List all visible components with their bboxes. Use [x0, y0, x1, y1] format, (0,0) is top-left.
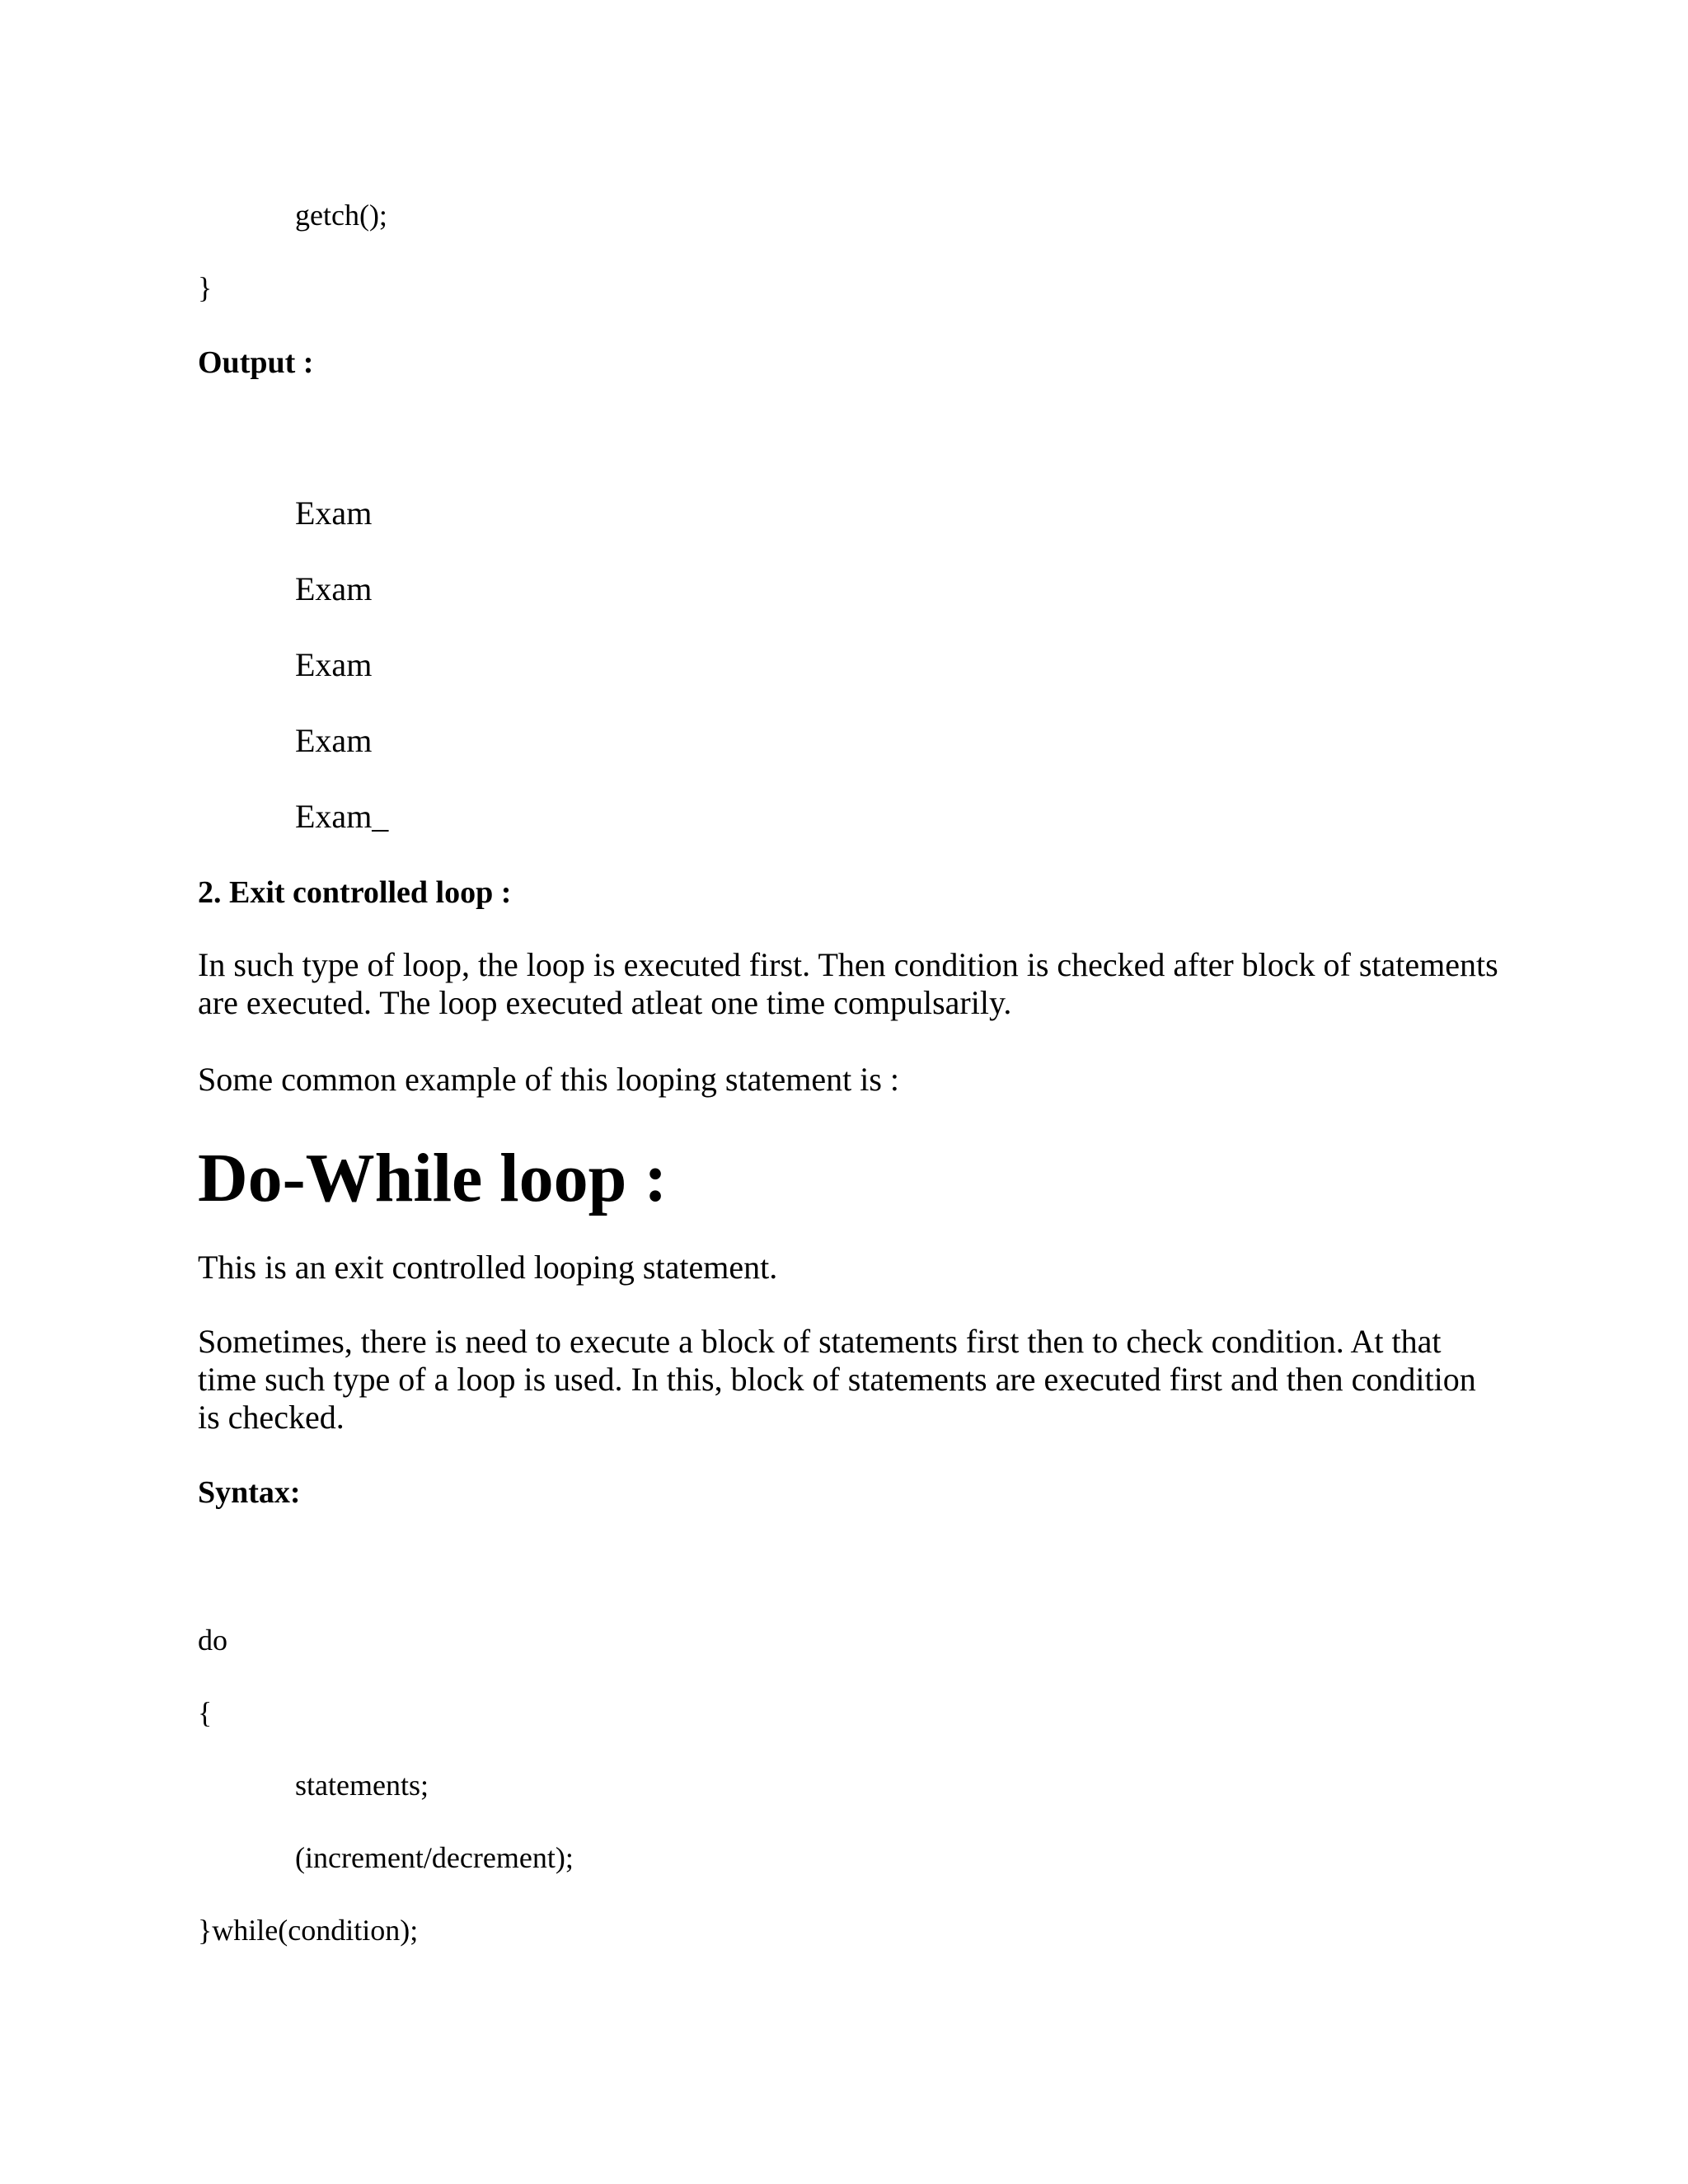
output-line: Exam [295, 570, 373, 607]
do-while-heading: Do-While loop : [198, 1140, 668, 1216]
syntax-code-line: (increment/decrement); [295, 1841, 574, 1874]
section-heading-exit-controlled-loop: 2. Exit controlled loop : [198, 875, 512, 910]
syntax-code-line: { [198, 1696, 213, 1729]
section-example-text: Some common example of this looping statement is : [198, 1061, 899, 1098]
do-while-paragraph: Sometimes, there is need to execute a block of statements first then to check condition. At that time such type of a loop is used. In this, block of statements are executed first and then condition is checked. [198, 1323, 1476, 1436]
output-heading: Output : [198, 345, 314, 380]
syntax-code-line: statements; [295, 1769, 429, 1802]
do-while-intro: This is an exit controlled looping statement. [198, 1249, 778, 1286]
output-line: Exam [295, 494, 373, 532]
code-line-getch: getch(); [295, 199, 387, 232]
syntax-label: Syntax: [198, 1475, 301, 1510]
code-line-closing-brace: } [198, 271, 213, 304]
output-line: Exam [295, 722, 373, 759]
syntax-code-line: }while(condition); [198, 1914, 419, 1947]
syntax-code-line: do [198, 1624, 227, 1657]
section-paragraph: In such type of loop, the loop is executed first. Then condition is checked after block of statements are executed. The loop executed atleat one time compulsarily. [198, 946, 1498, 1021]
output-line: Exam_ [295, 798, 389, 835]
output-line: Exam [295, 646, 373, 683]
